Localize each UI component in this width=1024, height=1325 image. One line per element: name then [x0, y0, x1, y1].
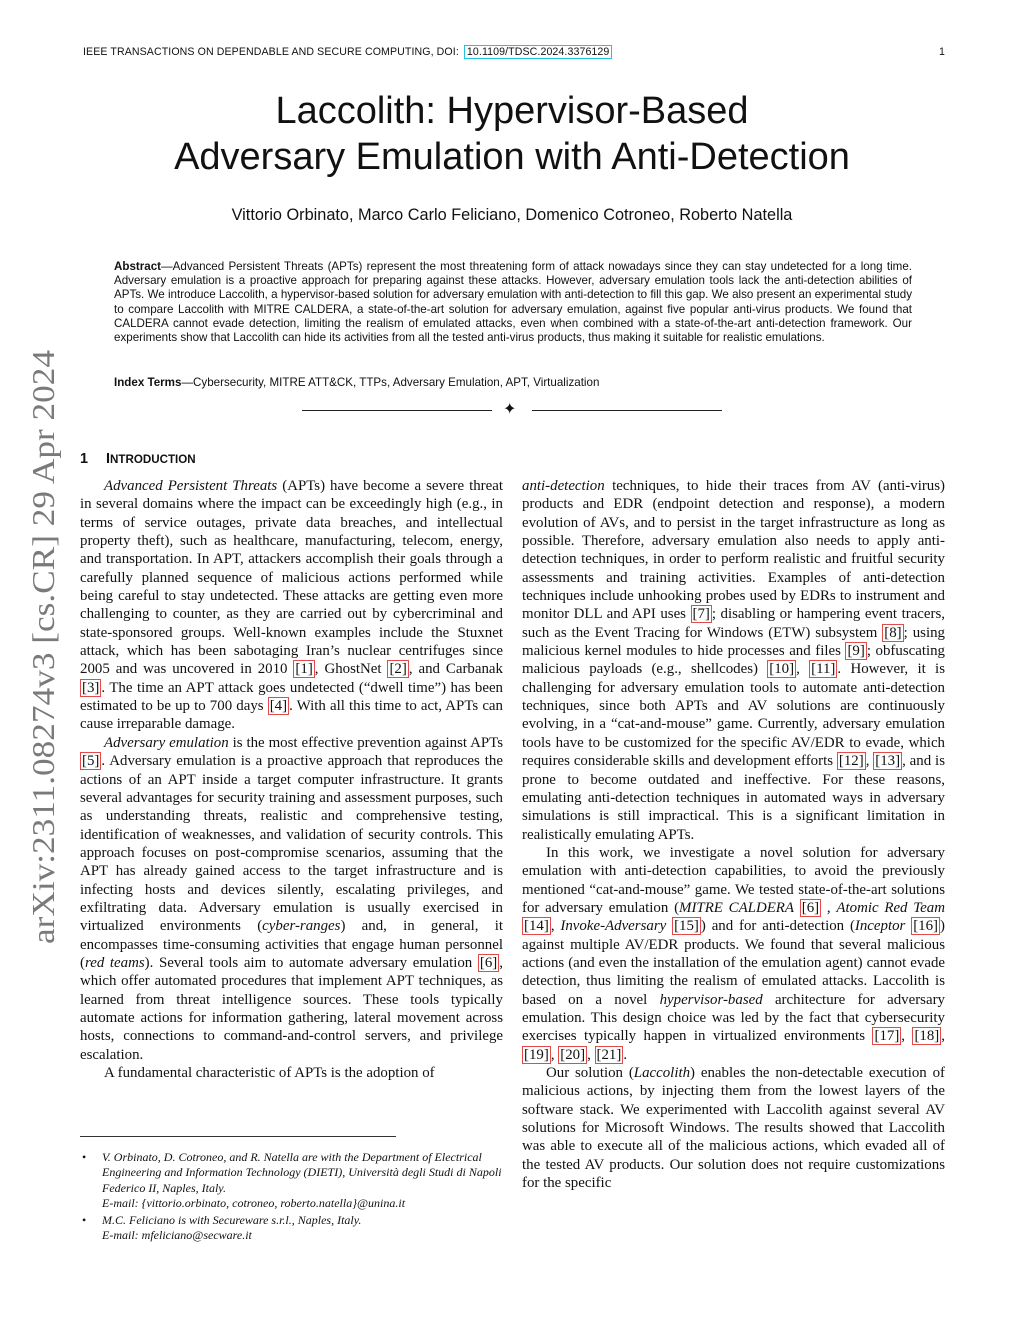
- author-list: Vittorio Orbinato, Marco Carlo Feliciano, Domenico Cotroneo, Roberto Natella: [231, 206, 793, 224]
- text: , GhostNet: [314, 661, 388, 678]
- index-terms: [114, 376, 912, 390]
- citation-link[interactable]: [1]: [295, 661, 313, 678]
- arxiv-stamp: [26, 350, 62, 944]
- bullet-icon: •: [82, 1212, 87, 1227]
- right-column: [522, 477, 945, 1192]
- footnote-text: M.C. Feliciano is with Secureware s.r.l., Naples, Italy.: [102, 1212, 362, 1227]
- text: architecture for adversary emulation. This design choice was led by the fact that cybersecurity exercises typically happen in virtualized environments: [522, 991, 945, 1045]
- citation-link[interactable]: [18]: [914, 1028, 940, 1045]
- doi-link[interactable]: 10.1109/TDSC.2024.3376129: [464, 45, 612, 59]
- paper-title: [80, 88, 944, 180]
- paragraph: [522, 477, 945, 844]
- emphasis: cyber-ranges: [262, 918, 341, 935]
- left-column: [80, 477, 503, 1082]
- footnotes: [80, 1150, 503, 1244]
- arxiv-stamp-text: arXiv:2311.08274v3 [cs.CR] 29 Apr 2024: [26, 413, 61, 944]
- text: A fundamental characteristic of APTs is the adoption of: [104, 1065, 435, 1081]
- citation-link[interactable]: [6]: [479, 954, 498, 971]
- citation-link[interactable]: [16]: [913, 918, 939, 935]
- text: ; disabling or hampering event tracers, such as the Event Tracing for Windows (ETW) subsystem: [522, 606, 945, 641]
- emphasis: anti-detection: [522, 478, 605, 494]
- text: ; using malicious kernel modules to hide processes and files: [522, 624, 945, 660]
- emphasis: hypervisor-based: [659, 991, 763, 1008]
- footnote-rule: [80, 1136, 396, 1137]
- text: . The time an APT attack goes undetected (“dwell time”) has been estimated to be up to 700 days: [80, 679, 503, 715]
- emphasis: Invoke-Adversary: [560, 918, 667, 935]
- emphasis: MITRE CALDERA: [679, 899, 794, 916]
- journal-name: IEEE TRANSACTIONS ON DEPENDABLE AND SECURE COMPUTING, DOI:: [83, 46, 459, 58]
- running-header: [83, 46, 945, 62]
- citation-link[interactable]: [9]: [847, 643, 865, 660]
- abstract: [114, 260, 912, 345]
- text: ,: [587, 1046, 595, 1063]
- section-divider: [302, 400, 722, 420]
- text: , and Carbanak: [408, 661, 503, 678]
- footnote-email: E-mail: {vittorio.orbinato, cotroneo, roberto.natella}@unina.it: [102, 1196, 406, 1211]
- paragraph: [522, 844, 945, 1064]
- text: ; obfuscating malicious payloads (e.g., shellcodes): [522, 643, 945, 678]
- text: In this work, we investigate a novel solution for adversary emulation with anti-detection capabilities, to avoid the previously mentioned “cat-and-mouse” game. We tested state-of-the-art solutions for adversary emulation (: [522, 844, 945, 916]
- section-title-rest: NTRODUCTION: [110, 453, 196, 466]
- paragraph: [80, 1064, 503, 1082]
- abstract-label: Abstract: [114, 260, 162, 273]
- text: ,: [550, 918, 561, 935]
- text: ,: [821, 899, 837, 916]
- text: ,: [901, 1028, 913, 1045]
- citation-link[interactable]: [17]: [874, 1028, 900, 1045]
- text: ,: [550, 1046, 559, 1063]
- text: ,: [796, 661, 810, 678]
- emphasis: Inceptor: [854, 918, 906, 935]
- text: ) against multiple AV/EDR products. We found that several malicious actions (and even the installation of the emulation agent) cannot evade detection, thus limiting the realism of emulated attacks. Laccolith is based on a novel: [522, 918, 945, 1008]
- paragraph: [522, 1064, 945, 1192]
- citation-link[interactable]: [2]: [389, 661, 407, 678]
- citation-link[interactable]: [11]: [811, 661, 836, 678]
- text: . With all this time to act, APTs can cause irreparable damage.: [80, 698, 503, 733]
- text: . Adversary emulation is a proactive approach that reproduces the actions of an APT inside a target computer infrastructure. It grants several advantages for security training and assessment purposes, such as understanding threats, realistic and comprehensive testing, identification of weaknesses, and validation of security controls. This approach focuses on post-compromise scenarios, assuming that the APT has already gained access to the target infrastructure and is infecting hosts and devices silently, escalating privileges, and exfiltrating data. Adversary emulation is usually exercised in virtualized environments (: [80, 753, 503, 935]
- citation-link[interactable]: [7]: [692, 606, 710, 623]
- citation-link[interactable]: [12]: [838, 753, 864, 770]
- text: techniques, to hide their traces from AV (anti-virus) products and EDR (endpoint detection and response), a modern evolution of AVs, and to persist in the target infrastructure as long as possible. Therefore, adversary emulation also needs to apply anti-detection techniques, in order to perform realistic and fruitful security assessments and training activities. Examples of anti-detection techniques include unhooking probes used by EDRs to instrument and monitor DLL and API uses: [522, 478, 945, 623]
- emphasis: Adversary emulation: [104, 734, 229, 751]
- title-line-1: Laccolith: Hypervisor-Based: [275, 90, 749, 132]
- text: ). Several tools aim to automate adversary emulation: [144, 954, 478, 971]
- divider-line-left: [302, 410, 492, 411]
- index-terms-text: —Cybersecurity, MITRE ATT&CK, TTPs, Adversary Emulation, APT, Virtualization: [181, 376, 600, 389]
- footnote-item: [80, 1213, 503, 1244]
- text: ) and for anti-detection (: [700, 918, 855, 935]
- citation-link[interactable]: [4]: [269, 698, 288, 715]
- footnote-text: V. Orbinato, D. Cotroneo, and R. Natella are with the Department of Electrical Engineering and Information Technology (DIETI), Università degli Studi di Napoli Federico II, Naples, Italy.: [102, 1150, 502, 1195]
- emphasis: red teams: [84, 954, 145, 971]
- section-number: 1: [80, 451, 89, 467]
- text: ,: [941, 1028, 945, 1045]
- citation-link[interactable]: [10]: [769, 661, 795, 678]
- emphasis: Advanced Persistent Threats: [104, 478, 278, 494]
- citation-link[interactable]: [6]: [801, 899, 820, 916]
- divider-line-right: [532, 410, 722, 411]
- text: ) and, in general, it encompasses time-consuming activities that engage human personnel (: [80, 918, 503, 971]
- text: .: [623, 1046, 628, 1063]
- paragraph: [80, 477, 503, 734]
- page-number: 1: [939, 46, 945, 58]
- divider-star-icon: ✦: [503, 401, 517, 418]
- footnote-item: [80, 1150, 503, 1212]
- citation-link[interactable]: [3]: [82, 679, 100, 696]
- abstract-text: —Advanced Persistent Threats (APTs) represent the most threatening form of attack nowadays since they can stay undetected for a long time. Adversary emulation is a proactive approach for preparing against these attacks. However, adversary emulation tools lack the anti-detection abilities of APTs. We introduce Laccolith, a hypervisor-based solution for adversary emulation with anti-detection to fill this gap. We also present an experimental study to compare Laccolith with MITRE CALDERA, a state-of-the-art solution for adversary emulation, against five popular anti-virus products. We found that CALDERA cannot evade detection, limiting the realism of emulated attacks, even when combined with a state-of-the-art anti-detection framework. Our experiments show that Laccolith can hide its activities from all the tested anti-virus products, thus making it suitable for realistic emulations.: [114, 260, 912, 345]
- title-line-2: Adversary Emulation with Anti-Detection: [174, 136, 850, 178]
- citation-link[interactable]: [14]: [524, 918, 549, 935]
- bullet-icon: •: [82, 1150, 87, 1164]
- citation-link[interactable]: [20]: [560, 1046, 586, 1063]
- text: , which offer automated procedures that implement APT techniques, as learned from threat intelligence sources. These tools typically automate actions for information gathering, lateral movement across hosts, connections to command-and-control servers, and privilege escalation.: [80, 954, 503, 1063]
- footnote-email: E-mail: mfeliciano@secware.it: [102, 1228, 252, 1243]
- citation-link[interactable]: [5]: [82, 753, 100, 770]
- emphasis: Laccolith: [633, 1065, 691, 1081]
- index-terms-label: Index Terms: [114, 376, 182, 389]
- section-heading: [80, 448, 500, 470]
- text: is the most effective prevention against APTs: [228, 734, 503, 751]
- citation-link[interactable]: [13]: [875, 753, 901, 770]
- citation-link[interactable]: [21]: [596, 1046, 622, 1063]
- citation-link[interactable]: [19]: [524, 1046, 549, 1063]
- citation-link[interactable]: [15]: [674, 918, 699, 935]
- emphasis: Atomic Red Team: [836, 899, 945, 916]
- text: ) enables the non-detectable execution of malicious actions, by injecting them from the lowest layers of the software stack. We experimented with Laccolith against several AV solutions for Microsoft Windows. The results showed that Laccolith was able to execute all of the malicious actions, which evaded all of the tested AV products. Our solution does not require customizations for the specific: [522, 1065, 945, 1192]
- paragraph: [80, 734, 503, 1064]
- citation-link[interactable]: [8]: [884, 624, 902, 641]
- text: ,: [865, 753, 874, 770]
- text: , and is prone to become outdated and ineffective. For these reasons, emulating anti-detection techniques in automated ways in adversary simulations is still impractical. This is a significant limitation in realistically emulating APTs.: [522, 753, 945, 843]
- text: (APTs) have become a severe threat in several domains where the impact can be exceedingly high (e.g., in terms of service outages, private data breaches, and intellectual property theft), such as healthcare, manufacturing, telecom, energy, and transportation. In APT, attackers accomplish their goals through a carefully planned sequence of malicious actions performed while being careful to stay undetected. These attacks are getting even more challenging to counter, as they are carried out by cybercriminal and state-sponsored groups. Well-known examples include the Stuxnet attack, which has been sabotaging Iran’s nuclear centrifuges since 2005 and was uncovered in 2010: [80, 478, 503, 678]
- section-title-initial: I: [106, 451, 111, 467]
- text: . However, it is challenging for adversary emulation tools to automate anti-detection techniques, since both APTs and AV solutions are continuously evolving, in a “cat-and-mouse” game. Currently, adversary emulation tools have to be customized for the specific AV/EDR to evade, which requires considerable skills and development efforts: [522, 661, 945, 770]
- text: Our solution (: [546, 1065, 634, 1081]
